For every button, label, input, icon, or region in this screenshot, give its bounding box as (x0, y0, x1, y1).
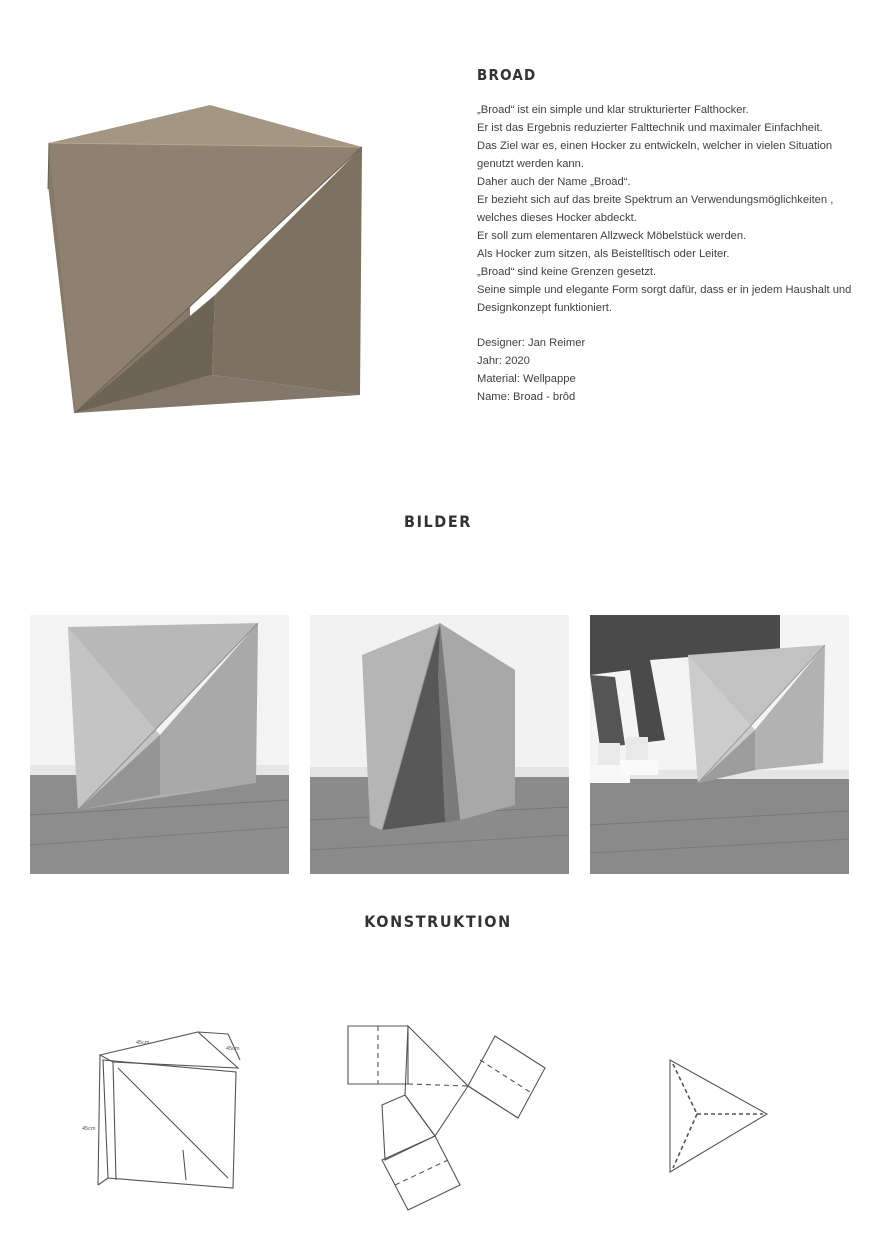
sketch-label-height: 45cm (82, 1126, 96, 1132)
description-line: Daher auch der Name „Broad“. (477, 176, 631, 188)
sketch-top-view (655, 1052, 785, 1182)
sketch-perspective (78, 1010, 258, 1210)
section-title-konstruktion: KONSTRUKTION (364, 912, 512, 931)
product-description (477, 101, 867, 317)
meta-designer: Designer: Jan Reimer (477, 337, 586, 349)
meta-name: Name: Broad - brôd (477, 391, 576, 403)
description-line: Seine simple und elegante Form sorgt dafür, dass er in jedem Haushalt und (477, 284, 852, 296)
sketch-label-side: 45cm (226, 1046, 240, 1052)
description-line: „Broad“ ist ein simple und klar strukturierter Falthocker. (477, 104, 749, 116)
description-line: Designkonzept funktioniert. (477, 302, 612, 314)
hero-stool-image (40, 95, 380, 425)
sketch-unfolded-net (320, 1010, 560, 1235)
product-meta (477, 334, 585, 406)
gallery-photo-front[interactable] (30, 615, 289, 874)
section-title-bilder: BILDER (404, 512, 472, 531)
description-line: Er soll zum elementaren Allzweck Möbelstück werden. (477, 230, 747, 242)
sketch-label-top: 45cm (136, 1040, 150, 1046)
description-line: Er ist das Ergebnis reduzierter Falttechnik und maximaler Einfachheit. (477, 122, 823, 134)
meta-year: Jahr: 2020 (477, 355, 530, 367)
meta-material: Material: Wellpappe (477, 373, 576, 385)
description-line: Das Ziel war es, einen Hocker zu entwickeln, welcher in vielen Situation (477, 140, 833, 152)
description-line: „Broad“ sind keine Grenzen gesetzt. (477, 266, 657, 278)
description-line: genutzt werden kann. (477, 158, 584, 170)
description-line: Er bezieht sich auf das breite Spektrum an Verwendungsmöglichkeiten , (477, 194, 834, 206)
description-line: welches dieses Hocker abdeckt. (477, 212, 637, 224)
description-line: Als Hocker zum sitzen, als Beistelltisch oder Leiter. (477, 248, 730, 260)
gallery-photo-side[interactable] (310, 615, 569, 874)
gallery-photo-in-use[interactable] (590, 615, 849, 874)
product-title: BROAD (477, 66, 537, 84)
